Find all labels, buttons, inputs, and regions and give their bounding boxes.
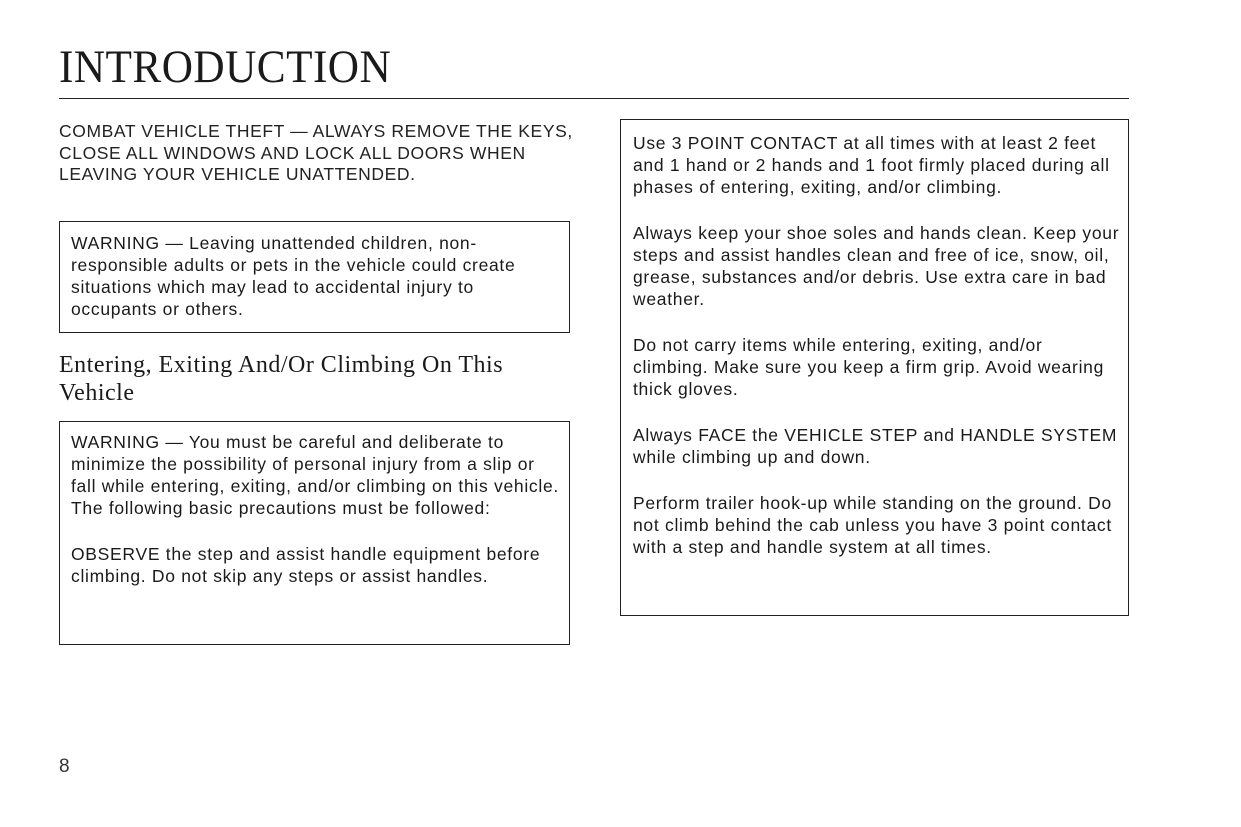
warning-climbing-text: WARNING — You must be careful and deliberate to minimize the possibility of personal injury from a slip or fall while entering, exiting, and/or climbing on this vehicle. The following basic precautions must be followed: — [71, 432, 559, 518]
warning-children-text: WARNING — Leaving unattended children, non-responsible adults or pets in the vehicle could create situations which may lead to accidental injury to occupants or others. — [71, 233, 516, 319]
section-heading: Entering, Exiting And/Or Climbing On This Vehicle — [59, 352, 504, 406]
page-title: INTRODUCTION — [59, 41, 392, 93]
warning-box-children — [59, 221, 570, 333]
precaution-keep-clean: Always keep your shoe soles and hands clean. Keep your steps and assist handles clean and free of ice, snow, oil, grease, substances and/or debris. Use extra care in bad weather. — [633, 223, 1120, 309]
theft-notice: COMBAT VEHICLE THEFT — ALWAYS REMOVE THE KEYS, CLOSE ALL WINDOWS AND LOCK ALL DOORS WHEN LEAVING YOUR VEHICLE UNATTENDED. — [59, 121, 573, 184]
precaution-no-carry: Do not carry items while entering, exiting, and/or climbing. Make sure you keep a firm grip. Avoid wearing thick gloves. — [633, 335, 1105, 399]
precautions-box — [620, 119, 1129, 616]
observe-text: OBSERVE the step and assist handle equipment before climbing. Do not skip any steps or assist handles. — [71, 544, 541, 586]
page-number: 8 — [59, 756, 70, 777]
precaution-three-point-contact: Use 3 POINT CONTACT at all times with at least 2 feet and 1 hand or 2 hands and 1 foot firmly placed during all phases of entering, exiting, and/or climbing. — [633, 133, 1110, 197]
precaution-trailer-hookup: Perform trailer hook-up while standing on the ground. Do not climb behind the cab unless you have 3 point contact with a step and handle system at all times. — [633, 493, 1112, 557]
title-rule — [59, 98, 1129, 99]
precaution-face-vehicle: Always FACE the VEHICLE STEP and HANDLE SYSTEM while climbing up and down. — [633, 425, 1118, 467]
warning-box-climbing — [59, 421, 570, 645]
